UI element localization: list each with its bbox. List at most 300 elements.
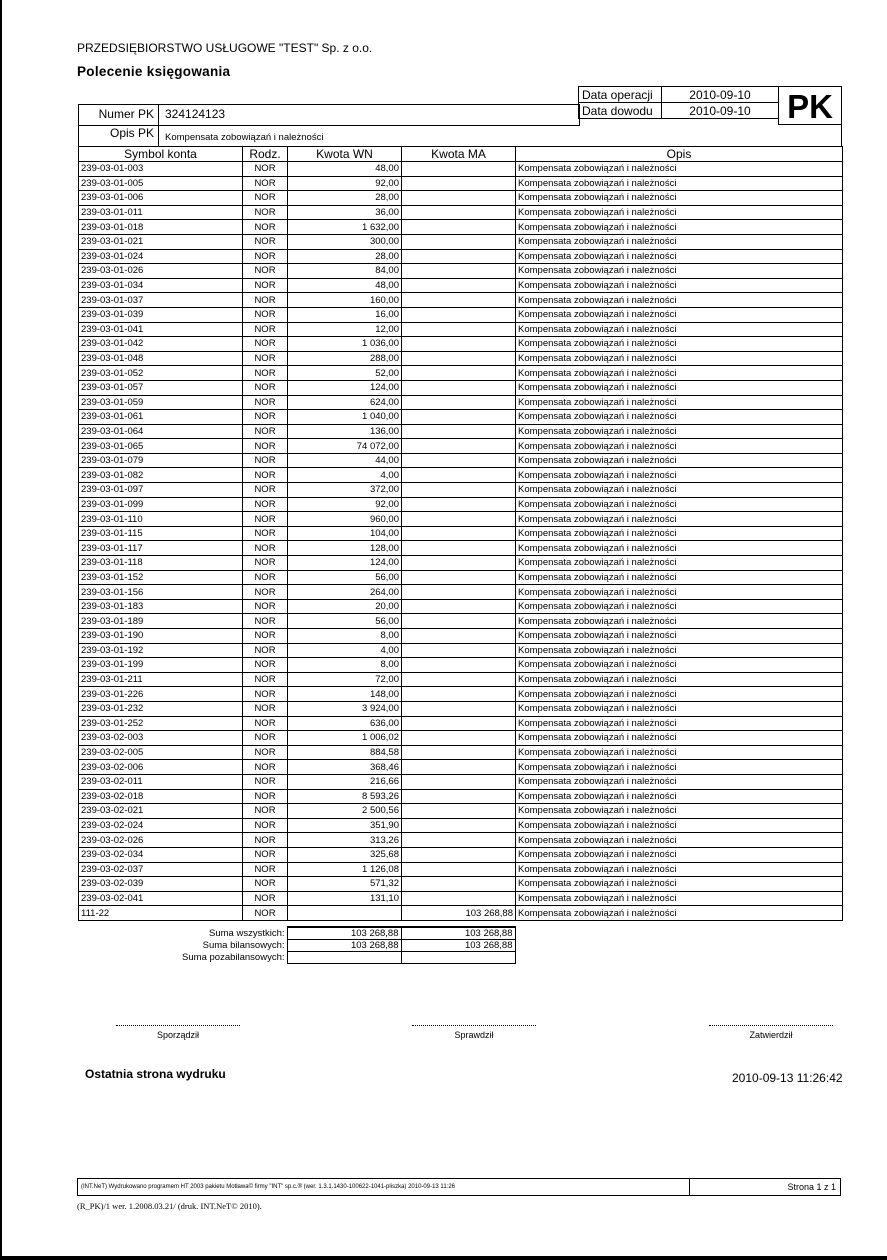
data-operacji-label: Data operacji bbox=[579, 87, 662, 103]
table-row bbox=[79, 862, 843, 877]
cell-kwota-wn: 124,00 bbox=[288, 556, 402, 571]
cell-symbol: 239-03-01-018 bbox=[79, 220, 243, 235]
cell-kwota-ma bbox=[402, 307, 516, 322]
table-row bbox=[79, 716, 843, 731]
print-timestamp: 2010-09-13 11:26:42 bbox=[732, 1071, 843, 1085]
cell-symbol: 239-03-01-034 bbox=[79, 278, 243, 293]
cell-kwota-wn: 28,00 bbox=[288, 191, 402, 206]
cell-kwota-wn: 216,66 bbox=[288, 774, 402, 789]
cell-kwota-wn: 571,32 bbox=[288, 877, 402, 892]
cell-symbol: 239-03-02-011 bbox=[79, 774, 243, 789]
cell-symbol: 239-03-01-064 bbox=[79, 424, 243, 439]
cell-rodz: NOR bbox=[243, 351, 288, 366]
column-header-kwota-wn: Kwota WN bbox=[288, 147, 402, 162]
cell-kwota-wn: 52,00 bbox=[288, 366, 402, 381]
cell-symbol: 239-03-02-006 bbox=[79, 760, 243, 775]
table-row bbox=[79, 526, 843, 541]
table-row bbox=[79, 220, 843, 235]
cell-opis: Kompensata zobowiązań i należności bbox=[516, 804, 843, 819]
cell-symbol: 239-03-01-042 bbox=[79, 337, 243, 352]
cell-rodz: NOR bbox=[243, 760, 288, 775]
cell-symbol: 239-03-01-061 bbox=[79, 410, 243, 425]
cell-rodz: NOR bbox=[243, 906, 288, 921]
table-row bbox=[79, 599, 843, 614]
cell-kwota-ma bbox=[402, 614, 516, 629]
table-row bbox=[79, 804, 843, 819]
cell-opis: Kompensata zobowiązań i należności bbox=[516, 497, 843, 512]
cell-opis: Kompensata zobowiązań i należności bbox=[516, 351, 843, 366]
cell-kwota-wn: 1 126,08 bbox=[288, 862, 402, 877]
table-row bbox=[79, 380, 843, 395]
cell-kwota-ma bbox=[402, 439, 516, 454]
signature-zatwierdzil bbox=[709, 1025, 833, 1040]
cell-kwota-wn: 28,00 bbox=[288, 249, 402, 264]
cell-kwota-ma bbox=[402, 234, 516, 249]
cell-opis: Kompensata zobowiązań i należności bbox=[516, 191, 843, 206]
table-row bbox=[79, 891, 843, 906]
cell-symbol: 239-03-01-211 bbox=[79, 672, 243, 687]
cell-opis: Kompensata zobowiązań i należności bbox=[516, 585, 843, 600]
cell-kwota-wn: 48,00 bbox=[288, 278, 402, 293]
page-border-bottom bbox=[0, 1256, 887, 1260]
cell-rodz: NOR bbox=[243, 483, 288, 498]
column-header-kwota-ma: Kwota MA bbox=[402, 147, 516, 162]
cell-kwota-ma bbox=[402, 497, 516, 512]
cell-kwota-ma bbox=[402, 453, 516, 468]
cell-kwota-ma bbox=[402, 264, 516, 279]
cell-kwota-ma bbox=[402, 745, 516, 760]
cell-symbol: 239-03-01-011 bbox=[79, 205, 243, 220]
table-row bbox=[79, 512, 843, 527]
cell-kwota-wn: 368,46 bbox=[288, 760, 402, 775]
cell-kwota-wn: 124,00 bbox=[288, 380, 402, 395]
table-row bbox=[79, 453, 843, 468]
cell-rodz: NOR bbox=[243, 439, 288, 454]
form-version: (R_PK)/1 wer. 1.2008.03.21/ (druk. INT.NeT© 2010). bbox=[77, 1201, 262, 1211]
cell-opis: Kompensata zobowiązań i należności bbox=[516, 891, 843, 906]
cell-rodz: NOR bbox=[243, 658, 288, 673]
cell-kwota-wn: 56,00 bbox=[288, 570, 402, 585]
table-row bbox=[79, 658, 843, 673]
cell-symbol: 239-03-01-097 bbox=[79, 483, 243, 498]
table-row bbox=[79, 877, 843, 892]
table-row bbox=[79, 162, 843, 177]
cell-rodz: NOR bbox=[243, 774, 288, 789]
cell-kwota-wn: 104,00 bbox=[288, 526, 402, 541]
cell-opis: Kompensata zobowiązań i należności bbox=[516, 716, 843, 731]
cell-kwota-wn: 264,00 bbox=[288, 585, 402, 600]
numer-pk-label: Numer PK bbox=[98, 107, 154, 121]
cell-symbol: 239-03-01-082 bbox=[79, 468, 243, 483]
cell-opis: Kompensata zobowiązań i należności bbox=[516, 380, 843, 395]
cell-kwota-wn: 44,00 bbox=[288, 453, 402, 468]
cell-rodz: NOR bbox=[243, 191, 288, 206]
signature-label: Zatwierdził bbox=[749, 1030, 793, 1040]
cell-kwota-ma bbox=[402, 205, 516, 220]
column-header-opis: Opis bbox=[516, 147, 843, 162]
cell-kwota-ma bbox=[402, 862, 516, 877]
cell-kwota-wn: 8 593,26 bbox=[288, 789, 402, 804]
table-row bbox=[79, 176, 843, 191]
cell-rodz: NOR bbox=[243, 789, 288, 804]
cell-symbol: 239-03-02-034 bbox=[79, 847, 243, 862]
cell-kwota-ma bbox=[402, 643, 516, 658]
cell-rodz: NOR bbox=[243, 322, 288, 337]
cell-opis: Kompensata zobowiązań i należności bbox=[516, 264, 843, 279]
cell-kwota-wn: 131,10 bbox=[288, 891, 402, 906]
dates-table bbox=[578, 86, 779, 119]
cell-symbol: 239-03-01-183 bbox=[79, 599, 243, 614]
cell-kwota-ma bbox=[402, 483, 516, 498]
cell-kwota-wn: 4,00 bbox=[288, 468, 402, 483]
cell-opis: Kompensata zobowiązań i należności bbox=[516, 220, 843, 235]
data-dowodu-label: Data dowodu bbox=[579, 103, 662, 119]
cell-opis: Kompensata zobowiązań i należności bbox=[516, 658, 843, 673]
cell-rodz: NOR bbox=[243, 162, 288, 177]
cell-symbol: 239-03-01-189 bbox=[79, 614, 243, 629]
cell-rodz: NOR bbox=[243, 278, 288, 293]
cell-kwota-wn: 136,00 bbox=[288, 424, 402, 439]
cell-rodz: NOR bbox=[243, 585, 288, 600]
cell-symbol: 239-03-01-021 bbox=[79, 234, 243, 249]
cell-rodz: NOR bbox=[243, 556, 288, 571]
cell-symbol: 239-03-01-041 bbox=[79, 322, 243, 337]
cell-rodz: NOR bbox=[243, 424, 288, 439]
cell-opis: Kompensata zobowiązań i należności bbox=[516, 847, 843, 862]
cell-rodz: NOR bbox=[243, 468, 288, 483]
cell-kwota-wn: 128,00 bbox=[288, 541, 402, 556]
sum-pozabilans-ma bbox=[401, 952, 515, 964]
cell-rodz: NOR bbox=[243, 337, 288, 352]
cell-symbol: 239-03-01-059 bbox=[79, 395, 243, 410]
cell-symbol: 239-03-01-039 bbox=[79, 307, 243, 322]
column-header-symbol: Symbol konta bbox=[79, 147, 243, 162]
cell-opis: Kompensata zobowiązań i należności bbox=[516, 424, 843, 439]
sums-table bbox=[78, 926, 516, 964]
cell-rodz: NOR bbox=[243, 643, 288, 658]
table-row bbox=[79, 687, 843, 702]
cell-rodz: NOR bbox=[243, 497, 288, 512]
cell-symbol: 239-03-02-039 bbox=[79, 877, 243, 892]
cell-opis: Kompensata zobowiązań i należności bbox=[516, 731, 843, 746]
cell-rodz: NOR bbox=[243, 453, 288, 468]
cell-symbol: 239-03-01-192 bbox=[79, 643, 243, 658]
signature-label: Sprawdził bbox=[454, 1030, 494, 1040]
cell-kwota-ma bbox=[402, 424, 516, 439]
table-row bbox=[79, 395, 843, 410]
cell-kwota-ma bbox=[402, 293, 516, 308]
cell-kwota-wn: 4,00 bbox=[288, 643, 402, 658]
table-row bbox=[79, 745, 843, 760]
sum-pozabilans-wn bbox=[287, 952, 401, 964]
cell-rodz: NOR bbox=[243, 526, 288, 541]
table-row bbox=[79, 439, 843, 454]
cell-kwota-ma bbox=[402, 322, 516, 337]
table-row bbox=[79, 293, 843, 308]
cell-kwota-ma bbox=[402, 468, 516, 483]
cell-symbol: 239-03-01-118 bbox=[79, 556, 243, 571]
opis-pk-label: Opis PK bbox=[109, 126, 154, 140]
sum-bilans-wn: 103 268,88 bbox=[287, 940, 401, 952]
cell-kwota-ma bbox=[402, 833, 516, 848]
footer-divider bbox=[689, 1179, 690, 1195]
table-row bbox=[79, 191, 843, 206]
sum-all-ma: 103 268,88 bbox=[401, 927, 515, 940]
cell-symbol: 239-03-01-252 bbox=[79, 716, 243, 731]
sum-all-label: Suma wszystkich: bbox=[209, 927, 285, 939]
cell-kwota-ma bbox=[402, 599, 516, 614]
cell-kwota-wn: 960,00 bbox=[288, 512, 402, 527]
cell-kwota-wn: 351,90 bbox=[288, 818, 402, 833]
cell-symbol: 239-03-01-024 bbox=[79, 249, 243, 264]
cell-rodz: NOR bbox=[243, 307, 288, 322]
numer-pk-row bbox=[78, 104, 580, 126]
cell-kwota-wn: 48,00 bbox=[288, 162, 402, 177]
cell-opis: Kompensata zobowiązań i należności bbox=[516, 862, 843, 877]
cell-opis: Kompensata zobowiązań i należności bbox=[516, 541, 843, 556]
cell-kwota-wn: 16,00 bbox=[288, 307, 402, 322]
cell-kwota-ma bbox=[402, 760, 516, 775]
cell-rodz: NOR bbox=[243, 395, 288, 410]
cell-opis: Kompensata zobowiązań i należności bbox=[516, 629, 843, 644]
cell-opis: Kompensata zobowiązań i należności bbox=[516, 526, 843, 541]
cell-kwota-ma bbox=[402, 672, 516, 687]
cell-opis: Kompensata zobowiązań i należności bbox=[516, 672, 843, 687]
cell-symbol: 239-03-02-041 bbox=[79, 891, 243, 906]
cell-rodz: NOR bbox=[243, 847, 288, 862]
cell-kwota-wn: 2 500,56 bbox=[288, 804, 402, 819]
cell-kwota-ma bbox=[402, 716, 516, 731]
cell-kwota-wn bbox=[288, 906, 402, 921]
cell-kwota-ma bbox=[402, 410, 516, 425]
cell-symbol: 239-03-01-026 bbox=[79, 264, 243, 279]
cell-rodz: NOR bbox=[243, 701, 288, 716]
footer-program-info: (INT.NeT) Wydrukowano programem HT 2003 pakietu Motława© firmy "INT" sp.c.® (wer. 1.3.1.1430-100622-1041-pliszka) 2010-09-13 11:26 bbox=[81, 1184, 455, 1190]
table-row bbox=[79, 672, 843, 687]
table-row bbox=[79, 234, 843, 249]
cell-symbol: 239-03-01-115 bbox=[79, 526, 243, 541]
cell-kwota-wn: 300,00 bbox=[288, 234, 402, 249]
cell-kwota-ma bbox=[402, 526, 516, 541]
cell-kwota-wn: 313,26 bbox=[288, 833, 402, 848]
table-row bbox=[79, 556, 843, 571]
cell-opis: Kompensata zobowiązań i należności bbox=[516, 687, 843, 702]
cell-kwota-ma bbox=[402, 847, 516, 862]
table-row bbox=[79, 322, 843, 337]
cell-opis: Kompensata zobowiązań i należności bbox=[516, 818, 843, 833]
cell-symbol: 239-03-01-232 bbox=[79, 701, 243, 716]
cell-kwota-ma bbox=[402, 220, 516, 235]
cell-symbol: 239-03-01-006 bbox=[79, 191, 243, 206]
cell-opis: Kompensata zobowiązań i należności bbox=[516, 453, 843, 468]
cell-rodz: NOR bbox=[243, 716, 288, 731]
sum-bilans-ma: 103 268,88 bbox=[401, 940, 515, 952]
sum-pozabilans-row bbox=[78, 952, 515, 964]
table-row bbox=[79, 774, 843, 789]
cell-kwota-ma bbox=[402, 512, 516, 527]
cell-symbol: 111-22 bbox=[79, 906, 243, 921]
cell-opis: Kompensata zobowiązań i należności bbox=[516, 599, 843, 614]
table-row bbox=[79, 818, 843, 833]
cell-opis: Kompensata zobowiązań i należności bbox=[516, 468, 843, 483]
cell-kwota-ma bbox=[402, 570, 516, 585]
cell-kwota-ma bbox=[402, 351, 516, 366]
entries-table bbox=[78, 146, 843, 921]
opis-pk-label-cell bbox=[79, 124, 159, 146]
cell-symbol: 239-03-02-037 bbox=[79, 862, 243, 877]
table-row bbox=[79, 205, 843, 220]
cell-symbol: 239-03-01-110 bbox=[79, 512, 243, 527]
cell-symbol: 239-03-01-065 bbox=[79, 439, 243, 454]
cell-opis: Kompensata zobowiązań i należności bbox=[516, 162, 843, 177]
cell-opis: Kompensata zobowiązań i należności bbox=[516, 410, 843, 425]
cell-opis: Kompensata zobowiązań i należności bbox=[516, 877, 843, 892]
cell-rodz: NOR bbox=[243, 862, 288, 877]
table-row bbox=[79, 629, 843, 644]
cell-kwota-wn: 148,00 bbox=[288, 687, 402, 702]
cell-kwota-wn: 1 040,00 bbox=[288, 410, 402, 425]
table-row bbox=[79, 789, 843, 804]
cell-kwota-ma bbox=[402, 556, 516, 571]
cell-symbol: 239-03-01-199 bbox=[79, 658, 243, 673]
cell-rodz: NOR bbox=[243, 541, 288, 556]
company-name: PRZEDSIĘBIORSTWO USŁUGOWE "TEST" Sp. z o.o. bbox=[77, 41, 373, 55]
cell-kwota-wn: 884,58 bbox=[288, 745, 402, 760]
cell-opis: Kompensata zobowiązań i należności bbox=[516, 307, 843, 322]
cell-kwota-ma bbox=[402, 162, 516, 177]
table-row bbox=[79, 366, 843, 381]
cell-opis: Kompensata zobowiązań i należności bbox=[516, 643, 843, 658]
cell-kwota-ma bbox=[402, 337, 516, 352]
cell-rodz: NOR bbox=[243, 234, 288, 249]
last-page-note: Ostatnia strona wydruku bbox=[85, 1067, 226, 1081]
data-dowodu-value: 2010-09-10 bbox=[662, 103, 779, 119]
cell-rodz: NOR bbox=[243, 891, 288, 906]
document-title: Polecenie księgowania bbox=[77, 64, 231, 79]
cell-rodz: NOR bbox=[243, 366, 288, 381]
cell-kwota-ma bbox=[402, 176, 516, 191]
cell-opis: Kompensata zobowiązań i należności bbox=[516, 293, 843, 308]
cell-opis: Kompensata zobowiązań i należności bbox=[516, 337, 843, 352]
cell-kwota-wn: 1 632,00 bbox=[288, 220, 402, 235]
cell-symbol: 239-03-01-005 bbox=[79, 176, 243, 191]
cell-kwota-ma bbox=[402, 789, 516, 804]
cell-symbol: 239-03-02-005 bbox=[79, 745, 243, 760]
cell-rodz: NOR bbox=[243, 877, 288, 892]
cell-kwota-wn: 56,00 bbox=[288, 614, 402, 629]
cell-rodz: NOR bbox=[243, 220, 288, 235]
cell-kwota-wn: 92,00 bbox=[288, 497, 402, 512]
sum-all-row bbox=[78, 927, 515, 940]
cell-kwota-wn: 1 036,00 bbox=[288, 337, 402, 352]
cell-opis: Kompensata zobowiązań i należności bbox=[516, 249, 843, 264]
cell-rodz: NOR bbox=[243, 614, 288, 629]
cell-rodz: NOR bbox=[243, 672, 288, 687]
cell-opis: Kompensata zobowiązań i należności bbox=[516, 760, 843, 775]
cell-kwota-ma bbox=[402, 249, 516, 264]
sum-pozabilans-label: Suma pozabilansowych: bbox=[182, 952, 285, 963]
cell-symbol: 239-03-01-048 bbox=[79, 351, 243, 366]
opis-pk-row bbox=[78, 124, 842, 147]
print-footer bbox=[77, 1178, 841, 1196]
cell-opis: Kompensata zobowiązań i należności bbox=[516, 512, 843, 527]
cell-kwota-wn: 3 924,00 bbox=[288, 701, 402, 716]
table-row bbox=[79, 249, 843, 264]
table-row bbox=[79, 570, 843, 585]
table-row bbox=[79, 410, 843, 425]
cell-kwota-ma bbox=[402, 658, 516, 673]
cell-kwota-ma bbox=[402, 395, 516, 410]
cell-opis: Kompensata zobowiązań i należności bbox=[516, 205, 843, 220]
cell-symbol: 239-03-01-099 bbox=[79, 497, 243, 512]
column-header-rodz: Rodz. bbox=[243, 147, 288, 162]
sum-bilans-row bbox=[78, 940, 515, 952]
cell-rodz: NOR bbox=[243, 687, 288, 702]
table-row bbox=[79, 307, 843, 322]
cell-opis: Kompensata zobowiązań i należności bbox=[516, 701, 843, 716]
cell-rodz: NOR bbox=[243, 745, 288, 760]
cell-rodz: NOR bbox=[243, 205, 288, 220]
cell-opis: Kompensata zobowiązań i należności bbox=[516, 789, 843, 804]
cell-kwota-wn: 36,00 bbox=[288, 205, 402, 220]
cell-opis: Kompensata zobowiązań i należności bbox=[516, 278, 843, 293]
document-type-badge: PK bbox=[778, 86, 842, 125]
cell-symbol: 239-03-01-117 bbox=[79, 541, 243, 556]
cell-kwota-ma bbox=[402, 687, 516, 702]
table-row bbox=[79, 278, 843, 293]
cell-rodz: NOR bbox=[243, 176, 288, 191]
cell-rodz: NOR bbox=[243, 818, 288, 833]
cell-rodz: NOR bbox=[243, 264, 288, 279]
cell-symbol: 239-03-01-037 bbox=[79, 293, 243, 308]
cell-kwota-wn: 624,00 bbox=[288, 395, 402, 410]
cell-opis: Kompensata zobowiązań i należności bbox=[516, 322, 843, 337]
cell-kwota-ma bbox=[402, 877, 516, 892]
cell-symbol: 239-03-01-226 bbox=[79, 687, 243, 702]
table-row bbox=[79, 614, 843, 629]
sum-bilans-label: Suma bilansowych: bbox=[202, 940, 285, 951]
data-operacji-value: 2010-09-10 bbox=[662, 87, 779, 103]
cell-rodz: NOR bbox=[243, 410, 288, 425]
cell-kwota-wn: 8,00 bbox=[288, 658, 402, 673]
cell-kwota-ma bbox=[402, 804, 516, 819]
cell-kwota-ma bbox=[402, 380, 516, 395]
table-row bbox=[79, 264, 843, 279]
cell-rodz: NOR bbox=[243, 599, 288, 614]
page-number: Strona 1 z 1 bbox=[787, 1182, 836, 1192]
cell-kwota-wn: 12,00 bbox=[288, 322, 402, 337]
cell-kwota-wn: 160,00 bbox=[288, 293, 402, 308]
cell-kwota-wn: 325,68 bbox=[288, 847, 402, 862]
table-row bbox=[79, 483, 843, 498]
cell-opis: Kompensata zobowiązań i należności bbox=[516, 439, 843, 454]
cell-opis: Kompensata zobowiązań i należności bbox=[516, 906, 843, 921]
cell-symbol: 239-03-01-152 bbox=[79, 570, 243, 585]
cell-kwota-ma bbox=[402, 629, 516, 644]
table-row bbox=[79, 833, 843, 848]
cell-kwota-wn: 20,00 bbox=[288, 599, 402, 614]
cell-kwota-wn: 92,00 bbox=[288, 176, 402, 191]
cell-opis: Kompensata zobowiązań i należności bbox=[516, 366, 843, 381]
page-border-left bbox=[0, 0, 2, 1260]
cell-rodz: NOR bbox=[243, 731, 288, 746]
cell-symbol: 239-03-01-003 bbox=[79, 162, 243, 177]
cell-kwota-ma: 103 268,88 bbox=[402, 906, 516, 921]
cell-opis: Kompensata zobowiązań i należności bbox=[516, 483, 843, 498]
signature-label: Sporządził bbox=[156, 1030, 200, 1040]
cell-kwota-wn: 74 072,00 bbox=[288, 439, 402, 454]
signature-sprawdzil bbox=[412, 1025, 536, 1040]
